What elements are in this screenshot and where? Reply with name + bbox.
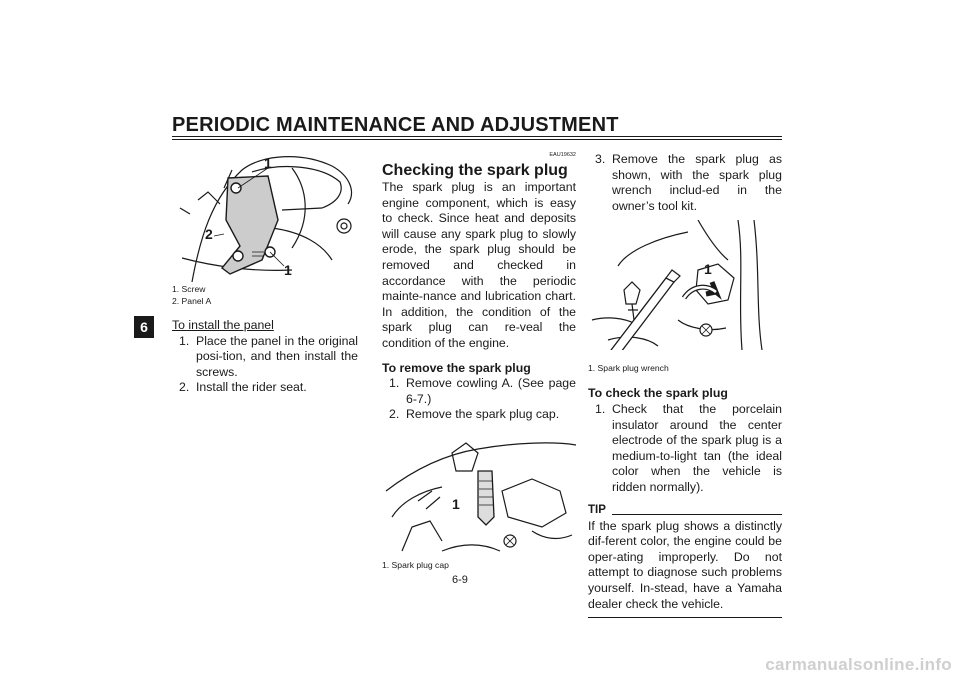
list-item xyxy=(588,152,782,214)
middle-column xyxy=(382,152,576,571)
list-number: 1. xyxy=(389,376,400,391)
list-text: Remove cowling A. (See page 6-7.) xyxy=(406,376,576,406)
watermark: carmanualsonline.info xyxy=(765,655,952,674)
list-item xyxy=(172,334,358,381)
callout-spark-plug-wrench: 1 xyxy=(704,261,712,278)
list-item xyxy=(382,407,576,423)
figure-caption-spark-plug-cap: 1. Spark plug cap xyxy=(382,559,449,570)
list-number: 3. xyxy=(595,152,606,166)
tip-header xyxy=(588,504,782,517)
tip-label: TIP xyxy=(588,503,606,516)
list-item xyxy=(382,376,576,407)
list-number: 1. xyxy=(595,401,606,416)
list-number: 1. xyxy=(179,333,190,348)
callout-screw-top: 1 xyxy=(264,155,272,171)
right-column xyxy=(588,152,782,618)
callout-panel: 2 xyxy=(205,226,213,242)
tip-text: If the spark plug shows a distinctly dif-ferent color, the engine could be oper-ating improperly. Do not attempt to diagnose such problems yourself. In-stead, have a Yamaha dealer check the vehicle. xyxy=(588,518,782,611)
callout-spark-plug-cap: 1 xyxy=(452,495,460,512)
list-text: Remove the spark plug as shown, with the spark plug wrench includ-ed in the owner’s tool kit. xyxy=(612,152,782,213)
list-number: 2. xyxy=(389,407,400,422)
spark-plug-wrench-illustration xyxy=(588,220,782,350)
list-item xyxy=(172,380,358,396)
list-number: 2. xyxy=(179,380,190,395)
intro-paragraph: The spark plug is an important engine component, which is easy to check. Since heat and deposits will cause any spark plug to slowly erode, the spark plug should be removed and checked in accordance with the periodic mainte-nance and lubrication chart. In addition, the condition of the spark plug can re-veal the condition of the engine. xyxy=(382,180,576,350)
list-text: Install the rider seat. xyxy=(196,380,307,395)
list-text: Place the panel in the original posi-tion, and then install the screws. xyxy=(196,333,358,379)
page-title: PERIODIC MAINTENANCE AND ADJUSTMENT xyxy=(172,114,619,136)
page-number: 6-9 xyxy=(452,574,468,586)
list-text: Check that the porcelain insulator around the center electrode of the spark plug is a medium-to-light tan (the ideal color when the vehicle is ridden normally). xyxy=(612,401,782,494)
tip-rule-bottom xyxy=(588,617,782,618)
section-tab: 6 xyxy=(134,316,154,338)
list-text: Remove the spark plug cap. xyxy=(406,407,560,422)
figure-caption-screw: 1. Screw xyxy=(172,284,206,294)
spark-plug-cap-drawing xyxy=(382,431,576,555)
figure-caption-spark-plug-wrench: 1. Spark plug wrench xyxy=(588,363,669,374)
figure-caption-panel: 2. Panel A xyxy=(172,296,212,306)
section-code: EAU19632 xyxy=(549,152,576,158)
left-column xyxy=(172,148,358,396)
panel-illustration xyxy=(172,148,358,282)
section-heading: Checking the spark plug xyxy=(382,162,568,179)
list-item xyxy=(588,402,782,496)
header-rule-bottom xyxy=(172,139,782,140)
header-rule-top xyxy=(172,136,782,137)
subhead-install-panel: To install the panel xyxy=(172,318,274,332)
callout-screw-bottom: 1 xyxy=(284,262,292,278)
spark-plug-cap-illustration xyxy=(382,431,576,555)
subhead-check-plug: To check the spark plug xyxy=(588,386,728,401)
subhead-remove-plug: To remove the spark plug xyxy=(382,360,531,375)
spark-plug-wrench-drawing xyxy=(588,220,782,350)
tip-rule-top xyxy=(612,514,782,515)
